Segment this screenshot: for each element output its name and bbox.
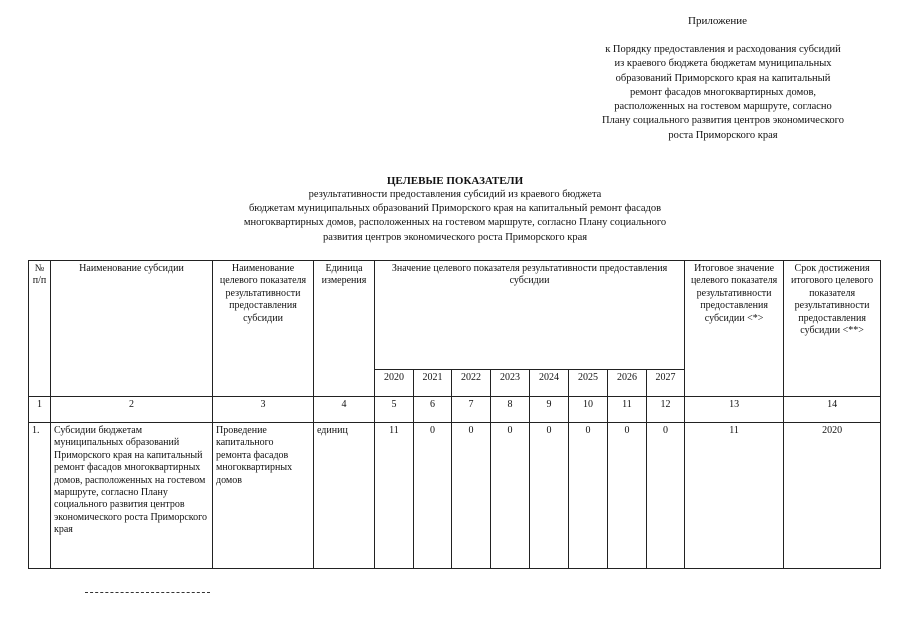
header-num: № п/п xyxy=(29,261,51,397)
appendix-line: ремонт фасадов многоквартирных домов, xyxy=(629,86,817,98)
column-number: 3 xyxy=(213,397,314,423)
appendix-line: из краевого бюджета бюджетам муниципальных xyxy=(614,58,832,70)
column-number: 4 xyxy=(314,397,375,423)
row-value-2024: 0 xyxy=(530,423,569,569)
year-cell: 2022 xyxy=(452,370,491,397)
row-value-2025: 0 xyxy=(569,423,608,569)
appendix-line: роста Приморского края xyxy=(668,129,778,141)
column-number: 12 xyxy=(647,397,685,423)
year-cell: 2021 xyxy=(414,370,452,397)
header-subsidy-name: Наименование субсидии xyxy=(51,261,213,397)
row-value-2026: 0 xyxy=(608,423,647,569)
document-title: ЦЕЛЕВЫЕ ПОКАЗАТЕЛИ xyxy=(386,175,524,187)
row-value-2022: 0 xyxy=(452,423,491,569)
column-number: 10 xyxy=(569,397,608,423)
year-cell: 2025 xyxy=(569,370,608,397)
row-indicator-name: Проведение капитального ремонта фасадов многоквартирных домов xyxy=(213,423,314,569)
subtitle-line: результативности предоставления субсидий из краевого бюджета xyxy=(308,189,602,200)
row-value-2027: 0 xyxy=(647,423,685,569)
appendix-line: Плану социального развития центров экономического xyxy=(602,115,844,127)
row-total: 11 xyxy=(685,423,784,569)
year-cell: 2023 xyxy=(491,370,530,397)
column-numbers-row xyxy=(29,397,881,423)
appendix-line: образований Приморского края на капитальный xyxy=(615,72,831,84)
appendix-text xyxy=(578,43,868,143)
document-subtitle xyxy=(190,188,720,245)
row-num: 1. xyxy=(29,423,51,569)
subtitle-line: бюджетам муниципальных образований Приморского края на капитальный ремонт фасадов xyxy=(248,203,662,215)
header-deadline: Срок достижения итогового целевого показателя результативности предоставления субсидии <**> xyxy=(784,261,881,397)
column-number: 2 xyxy=(51,397,213,423)
row-value-2021: 0 xyxy=(414,423,452,569)
subtitle-line: развития центров экономического роста Приморского края xyxy=(322,231,588,243)
column-number: 6 xyxy=(414,397,452,423)
header-row xyxy=(29,261,881,370)
column-number: 11 xyxy=(608,397,647,423)
header-values: Значение целевого показателя результативности предоставления субсидии xyxy=(375,261,685,370)
column-number: 13 xyxy=(685,397,784,423)
row-value-2020: 11 xyxy=(375,423,414,569)
column-number: 8 xyxy=(491,397,530,423)
column-number: 5 xyxy=(375,397,414,423)
row-deadline: 2020 xyxy=(784,423,881,569)
column-number: 1 xyxy=(29,397,51,423)
header-indicator-name: Наименование целевого показателя результативности предоставления субсидии xyxy=(213,261,314,397)
appendix-title: Приложение xyxy=(688,15,748,27)
footnote-separator xyxy=(85,592,210,593)
header-total: Итоговое значение целевого показателя результативности предоставления субсидии <*> xyxy=(685,261,784,397)
appendix-line: расположенных на гостевом маршруте, согласно xyxy=(614,101,832,113)
column-number: 14 xyxy=(784,397,881,423)
subtitle-line: многоквартирных домов, расположенных на гостевом маршруте, согласно Плану социального xyxy=(243,217,667,229)
year-cell: 2026 xyxy=(608,370,647,397)
row-subsidy-name: Субсидии бюджетам муниципальных образований Приморского края на капитальный ремонт фасадов многоквартирных домов, расположенных на гостевом маршруте, согласно Плану социального развития центров экономического роста Приморского края xyxy=(51,423,213,569)
year-cell: 2027 xyxy=(647,370,685,397)
header-unit: Единица измерения xyxy=(314,261,375,397)
column-number: 9 xyxy=(530,397,569,423)
indicators-table xyxy=(28,260,881,569)
row-unit: единиц xyxy=(314,423,375,569)
table-row xyxy=(29,423,881,569)
appendix-line: к Порядку предоставления и расходования субсидий xyxy=(605,44,841,55)
row-value-2023: 0 xyxy=(491,423,530,569)
column-number: 7 xyxy=(452,397,491,423)
year-cell: 2024 xyxy=(530,370,569,397)
year-cell: 2020 xyxy=(375,370,414,397)
